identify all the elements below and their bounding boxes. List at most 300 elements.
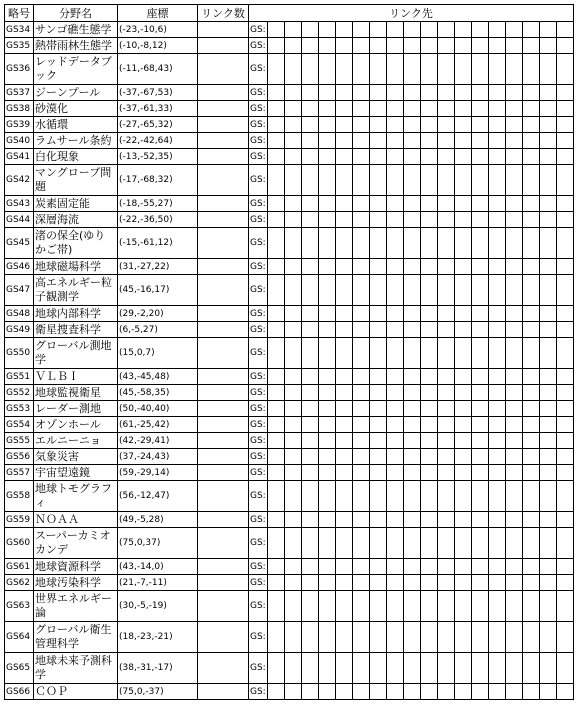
row-link-cell[interactable] <box>506 385 523 401</box>
row-link-cell[interactable] <box>302 575 319 591</box>
row-link-cell[interactable] <box>489 385 506 401</box>
row-link-cell[interactable] <box>506 481 523 512</box>
row-link-cell[interactable] <box>336 433 353 449</box>
row-link-cell[interactable] <box>336 212 353 228</box>
row-link-cell[interactable] <box>404 559 421 575</box>
row-link-cell[interactable] <box>285 369 302 385</box>
row-link-count[interactable] <box>198 165 249 196</box>
row-link-cell[interactable] <box>353 38 370 54</box>
row-link-cell[interactable] <box>472 481 489 512</box>
row-link-cell[interactable] <box>370 684 387 700</box>
row-link-cell[interactable] <box>285 433 302 449</box>
row-link-cell[interactable] <box>523 101 540 117</box>
row-link-cell[interactable] <box>285 684 302 700</box>
row-link-cell[interactable] <box>336 38 353 54</box>
row-link-cell[interactable] <box>523 133 540 149</box>
row-link-cell[interactable] <box>319 369 336 385</box>
row-link-cell[interactable] <box>523 322 540 338</box>
row-link-cell[interactable] <box>319 38 336 54</box>
row-link-cell[interactable] <box>557 275 574 306</box>
row-link-cell[interactable] <box>540 306 557 322</box>
row-link-cell[interactable] <box>353 212 370 228</box>
row-link-cell[interactable] <box>489 228 506 259</box>
row-link-cell[interactable] <box>557 401 574 417</box>
row-link-cell[interactable] <box>336 85 353 101</box>
row-link-cell[interactable] <box>336 449 353 465</box>
row-link-cell[interactable] <box>268 528 285 559</box>
row-link-cell[interactable] <box>268 591 285 622</box>
row-link-cell[interactable] <box>285 575 302 591</box>
row-link-cell[interactable] <box>540 117 557 133</box>
row-link-cell[interactable] <box>336 559 353 575</box>
row-link-cell[interactable] <box>455 165 472 196</box>
row-link-cell[interactable] <box>387 38 404 54</box>
row-link-cell[interactable] <box>370 133 387 149</box>
row-link-cell[interactable] <box>472 684 489 700</box>
row-link-cell[interactable] <box>319 306 336 322</box>
row-link-cell[interactable] <box>285 149 302 165</box>
row-link-cell[interactable] <box>438 338 455 369</box>
row-link-cell[interactable] <box>438 465 455 481</box>
row-link-cell[interactable] <box>285 385 302 401</box>
row-link-count[interactable] <box>198 117 249 133</box>
row-link-cell[interactable] <box>455 275 472 306</box>
row-link-count[interactable] <box>198 385 249 401</box>
row-link-cell[interactable] <box>353 228 370 259</box>
row-link-cell[interactable] <box>353 465 370 481</box>
row-link-cell[interactable] <box>387 322 404 338</box>
row-link-count[interactable] <box>198 449 249 465</box>
row-link-cell[interactable] <box>557 622 574 653</box>
row-link-cell[interactable] <box>438 306 455 322</box>
row-link-cell[interactable] <box>319 338 336 369</box>
row-link-cell[interactable] <box>370 591 387 622</box>
row-link-cell[interactable] <box>438 684 455 700</box>
row-link-cell[interactable] <box>404 38 421 54</box>
row-link-cell[interactable] <box>370 196 387 212</box>
row-link-cell[interactable] <box>506 401 523 417</box>
row-link-cell[interactable] <box>268 653 285 684</box>
row-link-cell[interactable] <box>489 165 506 196</box>
row-link-cell[interactable] <box>370 653 387 684</box>
row-link-cell[interactable] <box>557 449 574 465</box>
row-link-cell[interactable] <box>404 212 421 228</box>
row-link-cell[interactable] <box>404 133 421 149</box>
row-link-cell[interactable] <box>336 117 353 133</box>
row-link-cell[interactable] <box>472 322 489 338</box>
row-link-cell[interactable] <box>472 196 489 212</box>
row-link-cell[interactable] <box>455 101 472 117</box>
row-link-cell[interactable] <box>336 54 353 85</box>
row-link-cell[interactable] <box>353 54 370 85</box>
row-link-cell[interactable] <box>387 259 404 275</box>
row-link-cell[interactable] <box>336 322 353 338</box>
row-link-cell[interactable] <box>421 259 438 275</box>
row-link-cell[interactable] <box>438 481 455 512</box>
row-link-cell[interactable] <box>540 591 557 622</box>
row-link-count[interactable] <box>198 22 249 38</box>
row-link-cell[interactable] <box>455 401 472 417</box>
row-link-cell[interactable] <box>353 306 370 322</box>
row-link-cell[interactable] <box>404 54 421 85</box>
row-link-cell[interactable] <box>336 101 353 117</box>
row-link-cell[interactable] <box>387 369 404 385</box>
row-link-cell[interactable] <box>319 449 336 465</box>
row-link-cell[interactable] <box>421 338 438 369</box>
row-link-cell[interactable] <box>268 54 285 85</box>
row-link-cell[interactable] <box>404 449 421 465</box>
row-link-cell[interactable] <box>285 212 302 228</box>
row-link-cell[interactable] <box>438 575 455 591</box>
row-link-count[interactable] <box>198 401 249 417</box>
row-link-cell[interactable] <box>319 165 336 196</box>
row-link-cell[interactable] <box>370 512 387 528</box>
row-link-cell[interactable] <box>472 575 489 591</box>
row-link-cell[interactable] <box>472 117 489 133</box>
row-link-cell[interactable] <box>370 322 387 338</box>
row-link-cell[interactable] <box>370 385 387 401</box>
row-link-cell[interactable] <box>540 338 557 369</box>
row-link-cell[interactable] <box>268 433 285 449</box>
row-link-cell[interactable] <box>455 433 472 449</box>
row-link-cell[interactable] <box>302 54 319 85</box>
row-link-cell[interactable] <box>455 228 472 259</box>
row-link-cell[interactable] <box>506 133 523 149</box>
row-link-cell[interactable] <box>285 401 302 417</box>
row-link-cell[interactable] <box>455 117 472 133</box>
row-link-cell[interactable] <box>387 653 404 684</box>
row-link-cell[interactable] <box>489 306 506 322</box>
row-link-cell[interactable] <box>285 512 302 528</box>
row-link-cell[interactable] <box>404 196 421 212</box>
row-link-cell[interactable] <box>557 306 574 322</box>
row-link-cell[interactable] <box>455 149 472 165</box>
row-link-cell[interactable] <box>540 322 557 338</box>
row-link-cell[interactable] <box>353 133 370 149</box>
row-link-cell[interactable] <box>506 259 523 275</box>
row-link-cell[interactable] <box>489 559 506 575</box>
row-link-cell[interactable] <box>404 101 421 117</box>
row-link-cell[interactable] <box>370 228 387 259</box>
row-link-cell[interactable] <box>285 338 302 369</box>
row-link-cell[interactable] <box>506 369 523 385</box>
row-link-cell[interactable] <box>489 259 506 275</box>
row-link-cell[interactable] <box>523 165 540 196</box>
row-link-cell[interactable] <box>455 212 472 228</box>
row-link-cell[interactable] <box>506 591 523 622</box>
row-link-cell[interactable] <box>540 575 557 591</box>
row-link-cell[interactable] <box>336 133 353 149</box>
row-link-cell[interactable] <box>285 622 302 653</box>
row-link-cell[interactable] <box>387 684 404 700</box>
row-link-cell[interactable] <box>268 481 285 512</box>
row-link-cell[interactable] <box>523 306 540 322</box>
row-link-cell[interactable] <box>506 449 523 465</box>
row-link-cell[interactable] <box>489 85 506 101</box>
row-link-cell[interactable] <box>506 38 523 54</box>
row-link-cell[interactable] <box>319 481 336 512</box>
row-link-cell[interactable] <box>421 512 438 528</box>
row-link-cell[interactable] <box>421 117 438 133</box>
row-link-cell[interactable] <box>302 306 319 322</box>
row-link-cell[interactable] <box>557 385 574 401</box>
row-link-cell[interactable] <box>438 591 455 622</box>
row-link-cell[interactable] <box>523 275 540 306</box>
row-link-cell[interactable] <box>421 275 438 306</box>
row-link-cell[interactable] <box>370 433 387 449</box>
row-link-count[interactable] <box>198 133 249 149</box>
row-link-cell[interactable] <box>455 512 472 528</box>
row-link-cell[interactable] <box>523 385 540 401</box>
row-link-cell[interactable] <box>438 653 455 684</box>
row-link-cell[interactable] <box>404 149 421 165</box>
row-link-cell[interactable] <box>455 528 472 559</box>
row-link-cell[interactable] <box>506 149 523 165</box>
row-link-cell[interactable] <box>523 465 540 481</box>
row-link-cell[interactable] <box>285 481 302 512</box>
row-link-cell[interactable] <box>302 369 319 385</box>
row-link-cell[interactable] <box>540 165 557 196</box>
row-link-cell[interactable] <box>557 653 574 684</box>
row-link-cell[interactable] <box>404 165 421 196</box>
row-link-cell[interactable] <box>455 465 472 481</box>
row-link-cell[interactable] <box>421 385 438 401</box>
row-link-cell[interactable] <box>421 196 438 212</box>
row-link-cell[interactable] <box>421 322 438 338</box>
row-link-cell[interactable] <box>540 417 557 433</box>
row-link-cell[interactable] <box>489 528 506 559</box>
row-link-cell[interactable] <box>557 512 574 528</box>
row-link-cell[interactable] <box>285 133 302 149</box>
row-link-cell[interactable] <box>472 401 489 417</box>
row-link-cell[interactable] <box>353 481 370 512</box>
row-link-cell[interactable] <box>336 622 353 653</box>
row-link-cell[interactable] <box>319 22 336 38</box>
row-link-cell[interactable] <box>285 165 302 196</box>
row-link-cell[interactable] <box>268 228 285 259</box>
row-link-cell[interactable] <box>540 684 557 700</box>
row-link-cell[interactable] <box>370 338 387 369</box>
row-link-cell[interactable] <box>302 401 319 417</box>
row-link-cell[interactable] <box>489 101 506 117</box>
row-link-cell[interactable] <box>472 385 489 401</box>
row-link-cell[interactable] <box>387 306 404 322</box>
row-link-count[interactable] <box>198 433 249 449</box>
row-link-cell[interactable] <box>455 54 472 85</box>
row-link-count[interactable] <box>198 322 249 338</box>
row-link-cell[interactable] <box>353 417 370 433</box>
row-link-cell[interactable] <box>506 684 523 700</box>
row-link-cell[interactable] <box>455 369 472 385</box>
row-link-cell[interactable] <box>268 306 285 322</box>
row-link-cell[interactable] <box>370 54 387 85</box>
row-link-cell[interactable] <box>319 575 336 591</box>
row-link-cell[interactable] <box>540 228 557 259</box>
row-link-cell[interactable] <box>268 622 285 653</box>
row-link-cell[interactable] <box>523 212 540 228</box>
row-link-cell[interactable] <box>336 149 353 165</box>
row-link-cell[interactable] <box>319 512 336 528</box>
row-link-cell[interactable] <box>557 196 574 212</box>
row-link-cell[interactable] <box>319 322 336 338</box>
row-link-cell[interactable] <box>506 559 523 575</box>
row-link-cell[interactable] <box>319 228 336 259</box>
row-link-cell[interactable] <box>506 322 523 338</box>
row-link-count[interactable] <box>198 85 249 101</box>
row-link-cell[interactable] <box>404 684 421 700</box>
row-link-cell[interactable] <box>557 433 574 449</box>
row-link-cell[interactable] <box>540 369 557 385</box>
row-link-cell[interactable] <box>489 275 506 306</box>
row-link-cell[interactable] <box>302 338 319 369</box>
row-link-cell[interactable] <box>387 228 404 259</box>
row-link-cell[interactable] <box>523 22 540 38</box>
row-link-cell[interactable] <box>336 684 353 700</box>
row-link-cell[interactable] <box>353 684 370 700</box>
row-link-cell[interactable] <box>472 165 489 196</box>
row-link-cell[interactable] <box>523 259 540 275</box>
row-link-cell[interactable] <box>404 322 421 338</box>
row-link-cell[interactable] <box>353 322 370 338</box>
row-link-cell[interactable] <box>319 385 336 401</box>
row-link-cell[interactable] <box>438 449 455 465</box>
row-link-cell[interactable] <box>540 528 557 559</box>
row-link-cell[interactable] <box>387 591 404 622</box>
row-link-cell[interactable] <box>353 512 370 528</box>
row-link-cell[interactable] <box>523 653 540 684</box>
row-link-count[interactable] <box>198 38 249 54</box>
row-link-cell[interactable] <box>421 401 438 417</box>
row-link-cell[interactable] <box>353 528 370 559</box>
row-link-cell[interactable] <box>540 512 557 528</box>
row-link-cell[interactable] <box>489 575 506 591</box>
row-link-cell[interactable] <box>523 512 540 528</box>
row-link-cell[interactable] <box>302 275 319 306</box>
row-link-cell[interactable] <box>472 622 489 653</box>
row-link-cell[interactable] <box>404 259 421 275</box>
row-link-cell[interactable] <box>523 117 540 133</box>
row-link-cell[interactable] <box>370 465 387 481</box>
row-link-cell[interactable] <box>523 433 540 449</box>
row-link-cell[interactable] <box>370 559 387 575</box>
row-link-cell[interactable] <box>557 465 574 481</box>
row-link-cell[interactable] <box>387 449 404 465</box>
row-link-cell[interactable] <box>557 528 574 559</box>
row-link-cell[interactable] <box>268 275 285 306</box>
row-link-cell[interactable] <box>540 481 557 512</box>
row-link-cell[interactable] <box>370 528 387 559</box>
row-link-cell[interactable] <box>489 591 506 622</box>
row-link-cell[interactable] <box>285 591 302 622</box>
row-link-cell[interactable] <box>421 575 438 591</box>
row-link-cell[interactable] <box>302 449 319 465</box>
row-link-cell[interactable] <box>506 575 523 591</box>
row-link-cell[interactable] <box>353 622 370 653</box>
row-link-cell[interactable] <box>421 528 438 559</box>
row-link-cell[interactable] <box>557 369 574 385</box>
row-link-cell[interactable] <box>336 465 353 481</box>
row-link-cell[interactable] <box>438 212 455 228</box>
row-link-count[interactable] <box>198 528 249 559</box>
row-link-count[interactable] <box>198 512 249 528</box>
row-link-cell[interactable] <box>336 259 353 275</box>
row-link-cell[interactable] <box>421 212 438 228</box>
row-link-cell[interactable] <box>302 259 319 275</box>
row-link-cell[interactable] <box>523 622 540 653</box>
row-link-cell[interactable] <box>540 465 557 481</box>
row-link-cell[interactable] <box>370 401 387 417</box>
row-link-cell[interactable] <box>404 401 421 417</box>
row-link-cell[interactable] <box>268 101 285 117</box>
row-link-cell[interactable] <box>421 85 438 101</box>
row-link-count[interactable] <box>198 591 249 622</box>
row-link-cell[interactable] <box>540 259 557 275</box>
row-link-cell[interactable] <box>370 212 387 228</box>
row-link-cell[interactable] <box>285 275 302 306</box>
row-link-cell[interactable] <box>268 22 285 38</box>
row-link-cell[interactable] <box>404 653 421 684</box>
row-link-cell[interactable] <box>268 212 285 228</box>
row-link-cell[interactable] <box>319 259 336 275</box>
row-link-cell[interactable] <box>523 481 540 512</box>
row-link-cell[interactable] <box>387 149 404 165</box>
row-link-cell[interactable] <box>302 149 319 165</box>
row-link-cell[interactable] <box>438 54 455 85</box>
row-link-cell[interactable] <box>302 559 319 575</box>
row-link-cell[interactable] <box>353 338 370 369</box>
row-link-cell[interactable] <box>540 196 557 212</box>
row-link-cell[interactable] <box>421 133 438 149</box>
row-link-cell[interactable] <box>268 259 285 275</box>
row-link-cell[interactable] <box>557 165 574 196</box>
row-link-cell[interactable] <box>489 417 506 433</box>
row-link-cell[interactable] <box>523 38 540 54</box>
row-link-cell[interactable] <box>387 133 404 149</box>
row-link-cell[interactable] <box>319 417 336 433</box>
row-link-cell[interactable] <box>285 101 302 117</box>
row-link-cell[interactable] <box>370 101 387 117</box>
row-link-cell[interactable] <box>472 212 489 228</box>
row-link-cell[interactable] <box>455 322 472 338</box>
row-link-cell[interactable] <box>336 385 353 401</box>
row-link-cell[interactable] <box>523 684 540 700</box>
row-link-cell[interactable] <box>404 338 421 369</box>
row-link-cell[interactable] <box>268 684 285 700</box>
row-link-cell[interactable] <box>489 481 506 512</box>
row-link-cell[interactable] <box>319 54 336 85</box>
row-link-cell[interactable] <box>540 22 557 38</box>
row-link-cell[interactable] <box>353 401 370 417</box>
row-link-cell[interactable] <box>302 322 319 338</box>
row-link-cell[interactable] <box>336 22 353 38</box>
row-link-cell[interactable] <box>285 228 302 259</box>
row-link-cell[interactable] <box>353 101 370 117</box>
row-link-cell[interactable] <box>370 117 387 133</box>
row-link-cell[interactable] <box>455 417 472 433</box>
row-link-cell[interactable] <box>455 575 472 591</box>
row-link-cell[interactable] <box>285 196 302 212</box>
row-link-cell[interactable] <box>319 149 336 165</box>
row-link-cell[interactable] <box>302 465 319 481</box>
row-link-cell[interactable] <box>472 512 489 528</box>
row-link-cell[interactable] <box>370 22 387 38</box>
row-link-cell[interactable] <box>540 559 557 575</box>
row-link-cell[interactable] <box>404 385 421 401</box>
row-link-cell[interactable] <box>523 149 540 165</box>
row-link-cell[interactable] <box>455 591 472 622</box>
row-link-cell[interactable] <box>438 165 455 196</box>
row-link-cell[interactable] <box>523 54 540 85</box>
